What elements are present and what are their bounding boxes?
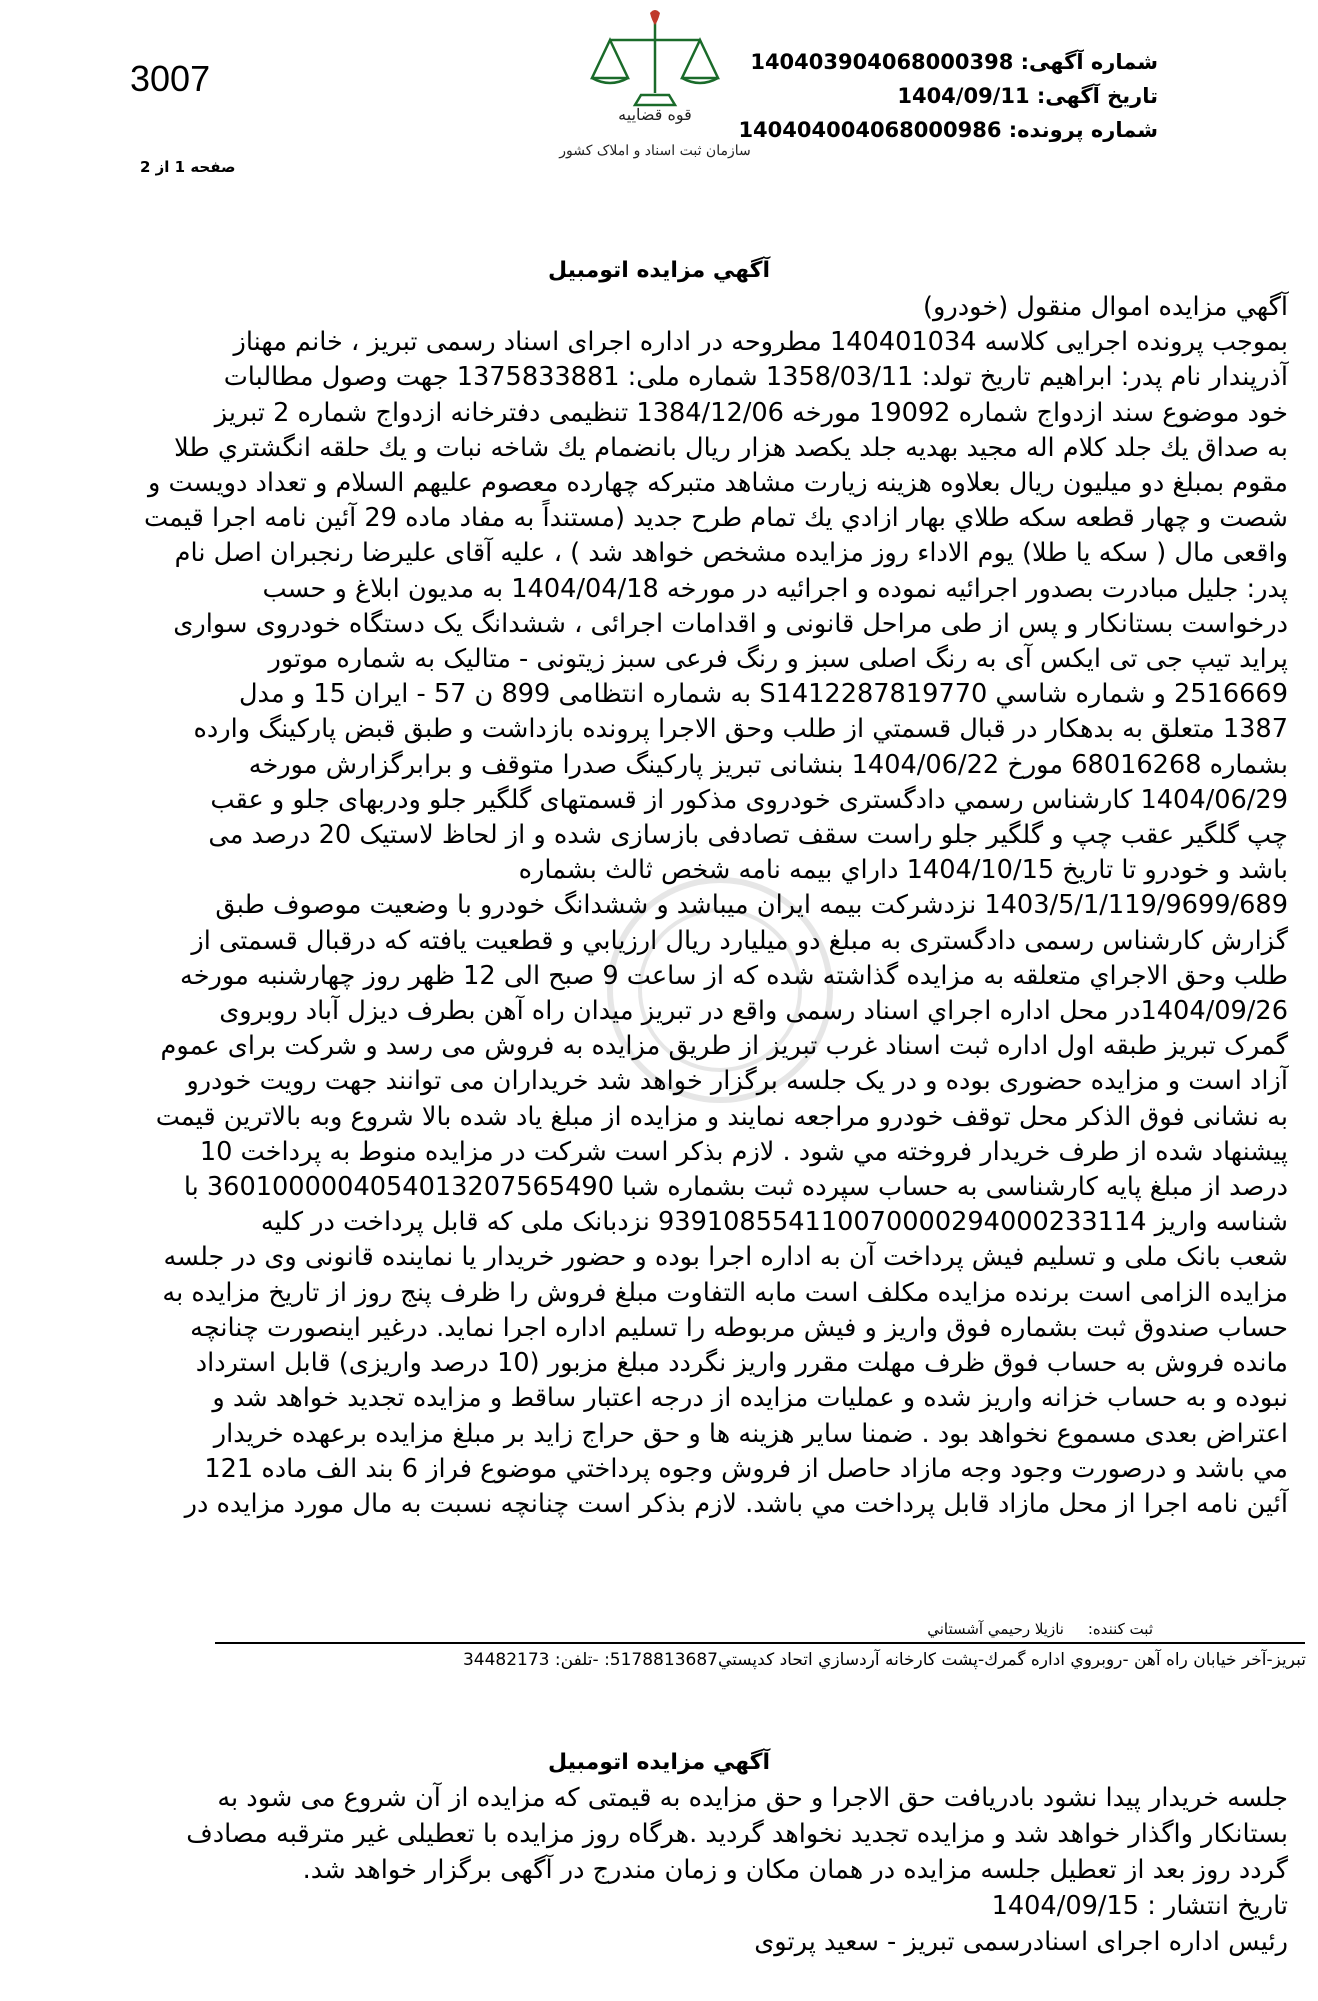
body-line: بشماره 68016268 مورخ 1404/06/22 بنشانى تبريز پاركينگ صدرا متوقف و برابرگزارش مورخه (248, 749, 1288, 780)
body-line: شناسه واريز 939108554110070000294000233114 نزدبانک ملى كه قابل پرداخت در كليه (260, 1207, 1288, 1238)
body-line: مي باشد و درصورت وجود وجه مازاد حاصل از فروش وجوه پرداختي موضوع فراز 6 بند الف ماده 121 (204, 1453, 1288, 1484)
ad-meta (738, 45, 1158, 147)
body-line: شعب بانک ملى و تسليم فيش پرداخت آن به اداره اجرا بوده و حضور خريدار يا نماينده قانونى وى در جلسه (163, 1242, 1288, 1273)
body-line: آذرپندار نام پدر: ابراهيم تاريخ تولد: 1358/03/11 شماره ملى: 1375833881 جهت وصول مطالبات (223, 362, 1288, 393)
body-line: درخواست بستانكار و پس از طى مراحل قانونى و اقدامات اجرائى ، ششدانگ يک دستگاه خودروی سواری (173, 608, 1288, 639)
body-line: آئين نامه اجرا از محل مازاد قابل پرداخت مي باشد. لازم بذكر است چنانچه نسبت به مال مورد مزايده در (184, 1488, 1288, 1519)
body-line: به نشانى فوق الذكر محل توقف خودرو مراجعه نمايند و مزايده از مبلغ ياد شده بالا شروع وبه بالاترين قيمت (155, 1101, 1288, 1132)
body-line: 1387 متعلق به بدهكار در قبال قسمتي از طلب وحق الاجرا پرونده بازداشت و طبق قبض پاركينگ وارده (193, 714, 1288, 745)
footer-line: جلسه خريدار پيدا نشود بادريافت حق الاجرا و حق مزايده به قيمتى كه مزايده از آن شروع مى شود به (217, 1783, 1288, 1813)
footer-line: گردد روز بعد از تعطيل جلسه مزايده در همان مكان و زمان مندرج در آگهى برگزار خواهد شد. (302, 1855, 1288, 1885)
body-line: 1404/06/29 كارشناس رسمي دادگستری خودروی مذكور از قسمتهای گلگير جلو ودربهای جلو و عقب (210, 784, 1288, 815)
head-signature: رئيس اداره اجراى اسنادرسمى تبريز - سعيد پرتوى (754, 1927, 1288, 1957)
page-title: آگهي مزايده اتومبيل (547, 258, 771, 283)
body-line: چپ گلگير عقب چپ و گلگير جلو راست سقف تصادفى بازسازى شده و از لحاظ لاستيک 20 درصد مى (208, 820, 1288, 851)
notice-subtitle: آگهي مزايده اموال منقول (خودرو) (923, 292, 1288, 322)
body-line: به صداق يك جلد كلام اله مجيد بهديه جلد يكصد هزار ريال بانضمام يك شاخه نبات و يك حلقه انگشتري طلا (174, 432, 1288, 463)
ad-number-row: شماره آگهی: 140403904068000398 (750, 50, 1158, 74)
footer-title: آگهي مزايده اتومبيل (547, 1750, 771, 1775)
body-line: مقوم بمبلغ دو ميليون ريال بعلاوه هزينه زيارت مشاهد متبركه چهارده معصوم عليهم السلام و تعداد دويست و (148, 468, 1288, 499)
body-line: گزارش كارشناس رسمى دادگسترى به مبلغ دو ميليارد ريال ارزيابي و قطعيت يافته كه درقبال قسمتى از (191, 925, 1288, 956)
body-line: درصد از مبلغ پايه كارشناسى به حساب سپرده ثبت بشماره شبا 360100000405401320756549​0 با (183, 1172, 1288, 1203)
scales-of-justice-icon (555, 5, 755, 195)
ad-number: 140403904068000398 (750, 50, 1014, 74)
registrar-name: نازيلا رحيمي آشستاني (927, 1620, 1064, 1638)
body-line: گمرک تبريز طبقه اول اداره ثبت اسناد غرب تبريز از طريق مزايده به فروش مى رسد و شركت براى عموم (160, 1031, 1288, 1062)
svg-text:قوه قضاییه: قوه قضاییه (618, 105, 692, 124)
body-line: طلب وحق الاجراي متعلقه به مزايده گذاشته شده كه از ساعت 9 صبح الى 12 ظهر روز چهارشنبه مورخه (179, 960, 1288, 991)
body-line: آزاد است و مزايده حضورى بوده و در يک جلسه برگزار خواهد شد خريداران مى توانند جهت رويت خودرو (186, 1066, 1288, 1097)
registrar: ثبت كننده: نازيلا رحيمي آشستاني (927, 1620, 1153, 1638)
body-line: خود موضوع سند ازدواج شماره 19092 مورخه 1384/12/06 تنظيمى دفترخانه ازدواج شماره 2 تبريز (214, 397, 1288, 428)
body-line: مزايده الزامى است برنده مزايده مكلف است مابه التفاوت مبلغ فروش را ظرف پنج روز از تاريخ مزايده به (162, 1277, 1288, 1308)
body-line: باشد و خودرو تا تاريخ 1404/10/15 داراي بيمه نامه شخص ثالث بشماره (518, 855, 1288, 886)
body-line: پيشنهاد شده از طرف خريدار فروخته مي شود . لازم بذكر است شركت در مزايده منوط به پرداخت 10 (199, 1136, 1288, 1167)
body-line: نبوده و به حساب خزانه واريز شده و عمليات مزايده از درجه اعتبار ساقط و مزايده تجديد خواهد شد و (212, 1383, 1288, 1414)
body-line: واقعى مال ( سكه يا طلا) يوم الاداء روز مزايده مشخص خواهد شد ) ، عليه آقاى عليرضا رنجبران اصل نام (174, 538, 1288, 569)
footer-body (12, 1780, 1288, 1960)
divider (215, 1642, 1305, 1644)
body-line: 2516669 و شماره شاسي S1412287819770 به شماره انتظامى 899 ن 57 - ايران 15 و مدل (238, 679, 1288, 710)
case-number: 140404004068000986 (738, 118, 1002, 142)
body-lines (12, 325, 1288, 1522)
ad-date: 1404/09/11 (897, 84, 1030, 108)
notice-body (12, 290, 1288, 1522)
svg-text:سازمان ثبت اسناد و املاک کشور: سازمان ثبت اسناد و املاک کشور (559, 143, 751, 159)
publish-date-row: تاريخ انتشار : 1404/09/15 (991, 1891, 1288, 1921)
body-line: مانده فروش به حساب فوق ظرف مهلت مقرر واريز نگردد مبلغ مزبور (10 درصد واريزى) قابل استرداد (195, 1348, 1288, 1379)
body-line: 1404/09/26در محل اداره اجراي اسناد رسمى واقع در تبريز ميدان راه آهن بطرف ديزل آباد روبروى (219, 996, 1288, 1027)
body-line: پدر: جليل مبادرت بصدور اجرائيه نموده و اجرائيه در مورخه 1404/04/18 به مديون ابلاغ و حسب (262, 573, 1288, 604)
publish-date: 1404/09/15 (991, 1891, 1140, 1921)
body-line: شصت و چهار قطعه سكه طلاي بهار ازادي يك تمام طرح جديد (مستنداً به مفاد ماده 29 آئين نامه اجرا قيمت (143, 503, 1288, 534)
office-address: تبريز-آخر خيابان راه آهن -روبروي اداره گمرك-پشت كارخانه آردسازي اتحاد كدپستي5178813687: -تلفن: 34482173 (462, 1650, 1306, 1670)
document-code: 3007 (130, 58, 211, 99)
footer-lines (12, 1780, 1288, 1888)
case-number-row: شماره پرونده: 140404004068000986 (738, 118, 1158, 142)
body-line: حساب صندوق ثبت بشماره فوق واريز و فيش مربوطه را تسليم اداره اجرا نمايد. درغير اينصورت چنانچه (190, 1312, 1288, 1343)
footer-line: بستانكار واگذار خواهد شد و مزايده تجديد نخواهد گرديد .هرگاه روز مزايده با تعطيلى غير مترقبه مصادف (186, 1819, 1288, 1849)
body-line: اعتراض بعدى مسموع نخواهد بود . ضمنا ساير هزينه ها و حق حراج زايد بر مبلغ مزايده برعهده خريدار (213, 1418, 1288, 1449)
page-indicator: صفحه 1 از 2 (140, 158, 236, 176)
body-line: پرايد تيپ جى تى ايكس آى به رنگ اصلى سبز و رنگ فرعى سبز زيتونى - متاليک به شماره موتور (268, 644, 1288, 675)
judiciary-emblem (555, 5, 755, 195)
body-line: بموجب پرونده اجرايى كلاسه 140401034 مطروحه در اداره اجراى اسناد رسمى تبريز ، خانم مهناز (233, 327, 1288, 358)
ad-date-row: تاریخ آگهی: 1404/09/11 (897, 84, 1158, 108)
body-line: 1403/5/1/119/9699/689 نزدشركت بيمه ايران ميباشد و ششدانگ خودرو با وضعيت موصوف طبق (215, 890, 1288, 921)
